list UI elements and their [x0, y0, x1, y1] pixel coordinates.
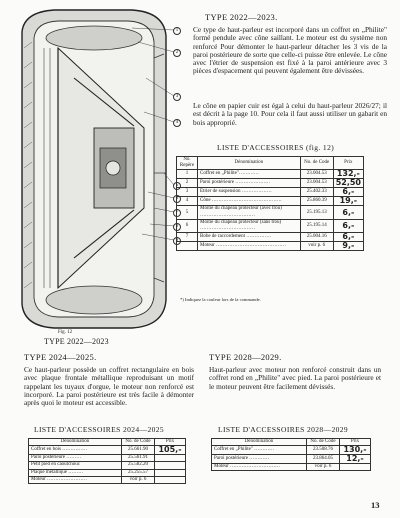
row-rep: 1 — [177, 170, 198, 179]
row-code: 23.004.53 — [300, 179, 333, 188]
row-price: 12,- — [340, 455, 371, 464]
type-2024-heading: TYPE 2024—2025. — [24, 352, 97, 362]
row-desc: Paroi postérieure ………… — [212, 455, 307, 464]
type-2028-paragraph: Haut-parleur avec moteur non renforcé construit dans un coffret rond en „Philite" avec pied. La paroi postérieure et le moteur peuvent être facilement dévissés. — [209, 365, 381, 391]
figure-caption: Fig. 12 — [58, 330, 73, 335]
row-desc: Coffret en „Philite"………… — [198, 170, 301, 179]
callout-3: 3 — [173, 93, 181, 101]
header-price: Prix — [340, 439, 371, 446]
header-denomination: Dénomination — [212, 439, 307, 446]
type-2022-heading: TYPE 2022—2023. — [205, 12, 278, 22]
row-rep: 4 — [177, 197, 198, 206]
row-rep: 7 — [177, 233, 198, 242]
row-desc: Moitié du chapeau protecteur (avec trou) …………………………… — [198, 206, 301, 219]
loudspeaker-cross-section-drawing — [14, 8, 174, 330]
row-desc: Paroi postérieure ……… — [29, 455, 122, 462]
row-code: 23.004.53 — [300, 170, 333, 179]
type-2028-accessories-table — [211, 438, 371, 471]
callout-9: 9 — [173, 237, 181, 245]
row-desc: Cône …………………………………… — [198, 197, 301, 206]
row-code: 25.402.33 — [300, 188, 333, 197]
row-desc: Moitié du chapeau protecteur (sans trou) …………………………… — [198, 219, 301, 232]
type-2028-heading: TYPE 2028—2029. — [209, 352, 282, 362]
table-row — [29, 476, 186, 483]
row-price — [340, 464, 371, 471]
row-desc: Coffret en bois …………… — [29, 446, 122, 455]
row-code: 23.508.76 — [307, 446, 340, 455]
row-desc: Moteur ………………………… — [212, 464, 307, 471]
page-number: 13 — [371, 500, 380, 510]
table-row — [177, 206, 364, 219]
row-price: 6,- — [333, 233, 363, 242]
header-code: No. de Code — [300, 157, 333, 170]
header-rep: No. Repère — [177, 157, 198, 170]
row-desc: Moteur …………………… — [29, 476, 122, 483]
row-code: 25.004.16 — [300, 233, 333, 242]
row-rep — [177, 242, 198, 251]
table-row — [177, 188, 364, 197]
row-code: 23.864.05 — [307, 455, 340, 464]
type-2022-paragraph-2: Le cône en papier cuir est égal à celui du haut-parleur 2026/27; il est décrit à la page 10. Pour cela il faut aussi utiliser un gabarit en bois approprié. — [193, 101, 387, 127]
table-header-row — [177, 157, 364, 170]
main-accessories-title: LISTE D'ACCESSOIRES (fig. 12) — [217, 143, 335, 152]
header-denomination: Dénomination — [198, 157, 301, 170]
main-accessories-table — [176, 156, 364, 251]
row-code: 25.860.39 — [300, 197, 333, 206]
row-code: voir p. 6 — [300, 242, 333, 251]
type-2022-paragraph-1: Ce type de haut-parleur est incorporé dans un coffret en „Philite" formé pendule avec cône saillant. Le moteur est du système non renforcé Pour démonter le haut-parleur détacher les 3 vis de la paroi postérieure de sorte que celle-ci puisse être enlevée. Le cône avec l'étrier de suspension est fixé à la paroi antérieure avec 3 pièces d'espacement qui peuvent également être dévissées. — [193, 25, 387, 76]
row-rep: 6 — [177, 219, 198, 232]
row-code: 25.255.57 — [122, 469, 155, 476]
callout-8: 8 — [173, 223, 181, 231]
row-desc: Petit pied en caoutchouc — [29, 462, 122, 469]
row-price: 52,50 — [333, 179, 363, 188]
row-price: 105,- — [155, 446, 186, 455]
type-2024-table-title: LISTE D'ACCESSOIRES 2024—2025 — [34, 425, 165, 434]
callout-2: 2 — [173, 49, 181, 57]
table-row — [177, 179, 364, 188]
row-code: 25.661.90 — [122, 446, 155, 455]
row-price: 132,- — [333, 170, 363, 179]
type-2028-table-title: LISTE D'ACCESSOIRES 2028—2029 — [218, 425, 349, 434]
header-code: No. de Code — [122, 439, 155, 446]
callout-6: 6 — [173, 195, 181, 203]
header-denomination: Dénomination — [29, 439, 122, 446]
row-code: 25.582.20 — [122, 462, 155, 469]
row-desc: Plaque métallique ……… — [29, 469, 122, 476]
table-row — [177, 197, 364, 206]
table-row — [29, 455, 186, 462]
row-price — [155, 476, 186, 483]
table-row — [212, 464, 371, 471]
row-price — [155, 462, 186, 469]
row-price — [155, 455, 186, 462]
row-desc: Bobe de raccordement …………… — [198, 233, 301, 242]
table-footnote: *) Indiquez la couleur lors de la commande. — [180, 297, 261, 302]
row-price: 6,- — [333, 188, 363, 197]
header-price: Prix — [155, 439, 186, 446]
table-row — [212, 455, 371, 464]
type-2024-paragraph: Ce haut-parleur possède un coffret rectangulaire en bois avec plaque frontale métallique reproduisant un motif rappelant les tuyaux d'orgue, le moteur non renforcé est incorporé. La paroi postérieure est très facile à démonter après quoi le moteur est accessible. — [24, 365, 194, 408]
table-row — [29, 469, 186, 476]
header-code: No. de Code — [307, 439, 340, 446]
row-rep: 3 — [177, 188, 198, 197]
row-rep: 5 — [177, 206, 198, 219]
callout-7: 7 — [173, 209, 181, 217]
row-price: 130,- — [340, 446, 371, 455]
row-desc: Paroi postérieure ………………… — [198, 179, 301, 188]
row-desc: Moteur …………………………………… — [198, 242, 301, 251]
row-rep: 2 — [177, 179, 198, 188]
row-code: 25.195.13 — [300, 206, 333, 219]
callout-1: 1 — [173, 27, 181, 35]
header-price: Prix — [333, 157, 363, 170]
callout-4: 4 — [173, 119, 181, 127]
row-code: 25.561.91 — [122, 455, 155, 462]
figure-title: TYPE 2022—2023 — [44, 337, 109, 346]
row-price — [155, 469, 186, 476]
row-price: 6,- — [333, 219, 363, 232]
table-row — [29, 462, 186, 469]
row-price: 6,- — [333, 206, 363, 219]
callout-5: 5 — [173, 182, 181, 190]
row-code: voir p. 6 — [122, 476, 155, 483]
row-desc: Etrier de suspension ……………… — [198, 188, 301, 197]
row-price: 9,- — [333, 242, 363, 251]
row-desc: Coffret en „Philite" ………… — [212, 446, 307, 455]
row-code: 25.195.14 — [300, 219, 333, 232]
table-row — [29, 446, 186, 455]
row-code: voir p. 6 — [307, 464, 340, 471]
row-price: 19,- — [333, 197, 363, 206]
table-row — [177, 219, 364, 232]
table-row — [177, 233, 364, 242]
type-2024-accessories-table — [28, 438, 186, 484]
table-row — [177, 242, 364, 251]
